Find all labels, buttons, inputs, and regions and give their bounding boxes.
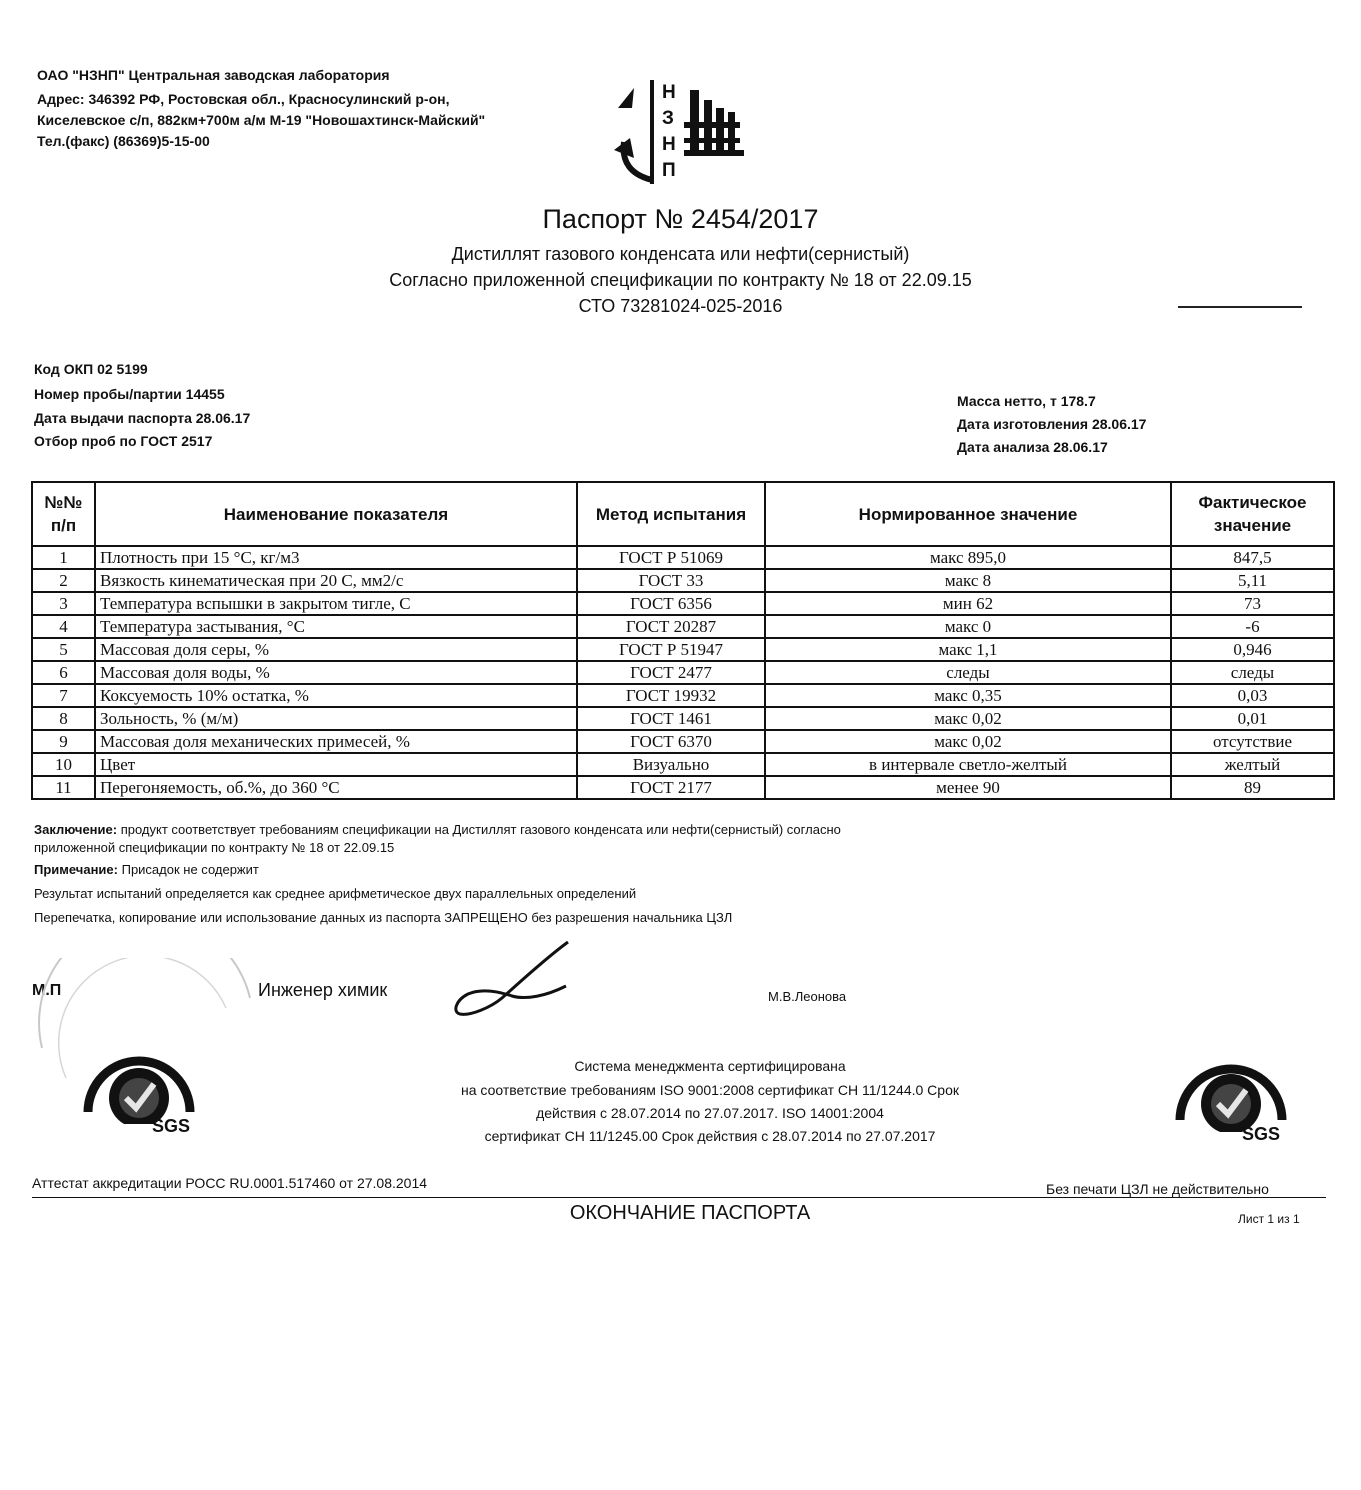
note-line <box>34 862 259 877</box>
header-actual: Фактическое значение <box>1171 482 1334 546</box>
logo-letter-n2: Н <box>662 134 676 155</box>
row-actual: 5,11 <box>1171 569 1334 592</box>
row-actual: 0,946 <box>1171 638 1334 661</box>
header-norm: Нормированное значение <box>765 482 1171 546</box>
row-actual: желтый <box>1171 753 1334 776</box>
conclusion-label: Заключение: <box>34 822 118 837</box>
row-name: Вязкость кинематическая при 20 С, мм2/с <box>95 569 577 592</box>
passport-title: Паспорт № 2454/2017 <box>542 204 819 234</box>
logo-letter-p: П <box>662 160 676 181</box>
header-name: Наименование показателя <box>95 482 577 546</box>
table-header-row <box>32 482 1334 546</box>
org-address-line-1: Адрес: 346392 РФ, Ростовская обл., Красносулинский р-он, <box>37 91 450 107</box>
row-num: 1 <box>32 546 95 569</box>
row-actual: отсутствие <box>1171 730 1334 753</box>
row-method: ГОСТ 2177 <box>577 776 765 799</box>
conclusion-line-1 <box>34 822 841 837</box>
table-row <box>32 638 1334 661</box>
row-name: Цвет <box>95 753 577 776</box>
row-name: Массовая доля механических примесей, % <box>95 730 577 753</box>
row-method: ГОСТ 19932 <box>577 684 765 707</box>
row-num: 4 <box>32 615 95 638</box>
row-actual: -6 <box>1171 615 1334 638</box>
table-row <box>32 546 1334 569</box>
row-norm: макс 0,02 <box>765 730 1171 753</box>
sgs-logo-right <box>1172 1032 1290 1132</box>
row-num: 8 <box>32 707 95 730</box>
result-note: Результат испытаний определяется как среднее арифметическое двух параллельных определений <box>34 886 637 901</box>
standard-line: СТО 73281024-025-2016 <box>578 296 783 316</box>
row-name: Температура застывания, °С <box>95 615 577 638</box>
row-method: Визуально <box>577 753 765 776</box>
row-actual: 0,01 <box>1171 707 1334 730</box>
okp-code: Код ОКП 02 5199 <box>34 361 148 377</box>
table-row <box>32 569 1334 592</box>
row-method: ГОСТ 20287 <box>577 615 765 638</box>
row-method: ГОСТ 33 <box>577 569 765 592</box>
net-mass: Масса нетто, т 178.7 <box>957 393 1096 409</box>
row-name: Плотность при 15 °С, кг/м3 <box>95 546 577 569</box>
header-num: №№ п/п <box>32 482 95 546</box>
conclusion-text-1: продукт соответствует требованиям спецификации на Дистиллят газового конденсата или нефти(сернистый) согласно <box>117 822 841 837</box>
page-counter: Лист 1 из 1 <box>1238 1212 1300 1226</box>
header-method: Метод испытания <box>577 482 765 546</box>
row-num: 3 <box>32 592 95 615</box>
row-norm: макс 0,02 <box>765 707 1171 730</box>
table-row <box>32 753 1334 776</box>
row-name: Коксуемость 10% остатка, % <box>95 684 577 707</box>
row-num: 9 <box>32 730 95 753</box>
analysis-date: Дата анализа 28.06.17 <box>957 439 1108 455</box>
table-row <box>32 776 1334 799</box>
row-method: ГОСТ 2477 <box>577 661 765 684</box>
copy-note: Перепечатка, копирование или использование данных из паспорта ЗАПРЕЩЕНО без разрешения начальника ЦЗЛ <box>34 910 733 925</box>
issue-date: Дата выдачи паспорта 28.06.17 <box>34 410 251 426</box>
org-address-line-2: Киселевское с/п, 882км+700м а/м М-19 "Новошахтинск-Майский" <box>37 112 486 128</box>
title-rule <box>1178 306 1302 308</box>
row-method: ГОСТ 1461 <box>577 707 765 730</box>
sampling-standard: Отбор проб по ГОСТ 2517 <box>34 433 213 449</box>
row-num: 7 <box>32 684 95 707</box>
production-date: Дата изготовления 28.06.17 <box>957 416 1147 432</box>
row-norm: макс 1,1 <box>765 638 1171 661</box>
table-row <box>32 730 1334 753</box>
stamp-place-label: М.П <box>32 982 62 999</box>
cert-line-2: на соответствие требованиям ISO 9001:2008 сертификат СН 11/1244.0 Срок <box>461 1082 959 1098</box>
row-num: 6 <box>32 661 95 684</box>
product-name: Дистиллят газового конденсата или нефти(сернистый) <box>451 244 910 264</box>
org-name: ОАО "НЗНП" Центральная заводская лаборатория <box>37 67 390 83</box>
sample-number: Номер пробы/партии 14455 <box>34 386 225 402</box>
signer-role: Инженер химик <box>258 980 388 1000</box>
table-row <box>32 615 1334 638</box>
logo-letter-z: З <box>662 108 674 129</box>
row-num: 2 <box>32 569 95 592</box>
logo-letter-n1: Н <box>662 82 676 103</box>
row-num: 10 <box>32 753 95 776</box>
company-logo <box>604 72 754 190</box>
row-norm: следы <box>765 661 1171 684</box>
row-norm: макс 0 <box>765 615 1171 638</box>
row-name: Перегоняемость, об.%, до 360 °С <box>95 776 577 799</box>
row-method: ГОСТ 6370 <box>577 730 765 753</box>
org-phone: Тел.(факс) (86369)5-15-00 <box>37 133 210 149</box>
row-norm: менее 90 <box>765 776 1171 799</box>
validity-note: Без печати ЦЗЛ не действительно <box>1046 1181 1269 1197</box>
row-num: 5 <box>32 638 95 661</box>
contract-line: Согласно приложенной спецификации по контракту № 18 от 22.09.15 <box>389 270 972 290</box>
row-name: Зольность, % (м/м) <box>95 707 577 730</box>
note-text: Присадок не содержит <box>117 862 259 877</box>
cert-line-1: Система менеджмента сертифицирована <box>574 1058 846 1074</box>
footer-divider <box>32 1197 1326 1198</box>
sgs-label-right: SGS <box>1242 1124 1281 1144</box>
row-name: Массовая доля воды, % <box>95 661 577 684</box>
row-name: Температура вспышки в закрытом тигле, С <box>95 592 577 615</box>
row-actual: 89 <box>1171 776 1334 799</box>
signer-name: М.В.Леонова <box>768 989 847 1004</box>
table-row <box>32 592 1334 615</box>
row-actual: следы <box>1171 661 1334 684</box>
cert-line-4: сертификат СН 11/1245.00 Срок действия с 28.07.2014 по 27.07.2017 <box>484 1128 936 1144</box>
conclusion-text-2: приложенной спецификации по контракту № 18 от 22.09.15 <box>34 840 395 855</box>
row-num: 11 <box>32 776 95 799</box>
spec-table <box>31 481 1335 800</box>
row-actual: 73 <box>1171 592 1334 615</box>
table-row <box>32 661 1334 684</box>
row-actual: 0,03 <box>1171 684 1334 707</box>
table-row <box>32 707 1334 730</box>
row-norm: в интервале светло-желтый <box>765 753 1171 776</box>
note-label: Примечание: <box>34 862 118 877</box>
row-method: ГОСТ Р 51069 <box>577 546 765 569</box>
row-actual: 847,5 <box>1171 546 1334 569</box>
row-name: Массовая доля серы, % <box>95 638 577 661</box>
cert-line-3: действия с 28.07.2014 по 27.07.2017. ISO 14001:2004 <box>536 1105 884 1121</box>
row-norm: макс 0,35 <box>765 684 1171 707</box>
row-method: ГОСТ Р 51947 <box>577 638 765 661</box>
row-norm: мин 62 <box>765 592 1171 615</box>
row-method: ГОСТ 6356 <box>577 592 765 615</box>
signature-icon <box>450 938 580 1023</box>
table-row <box>32 684 1334 707</box>
passport-end-label: ОКОНЧАНИЕ ПАСПОРТА <box>569 1202 811 1224</box>
row-norm: макс 8 <box>765 569 1171 592</box>
accreditation-line: Аттестат аккредитации РОСС RU.0001.517460 от 27.08.2014 <box>32 1175 428 1191</box>
sgs-label-left: SGS <box>152 1116 191 1136</box>
row-norm: макс 895,0 <box>765 546 1171 569</box>
